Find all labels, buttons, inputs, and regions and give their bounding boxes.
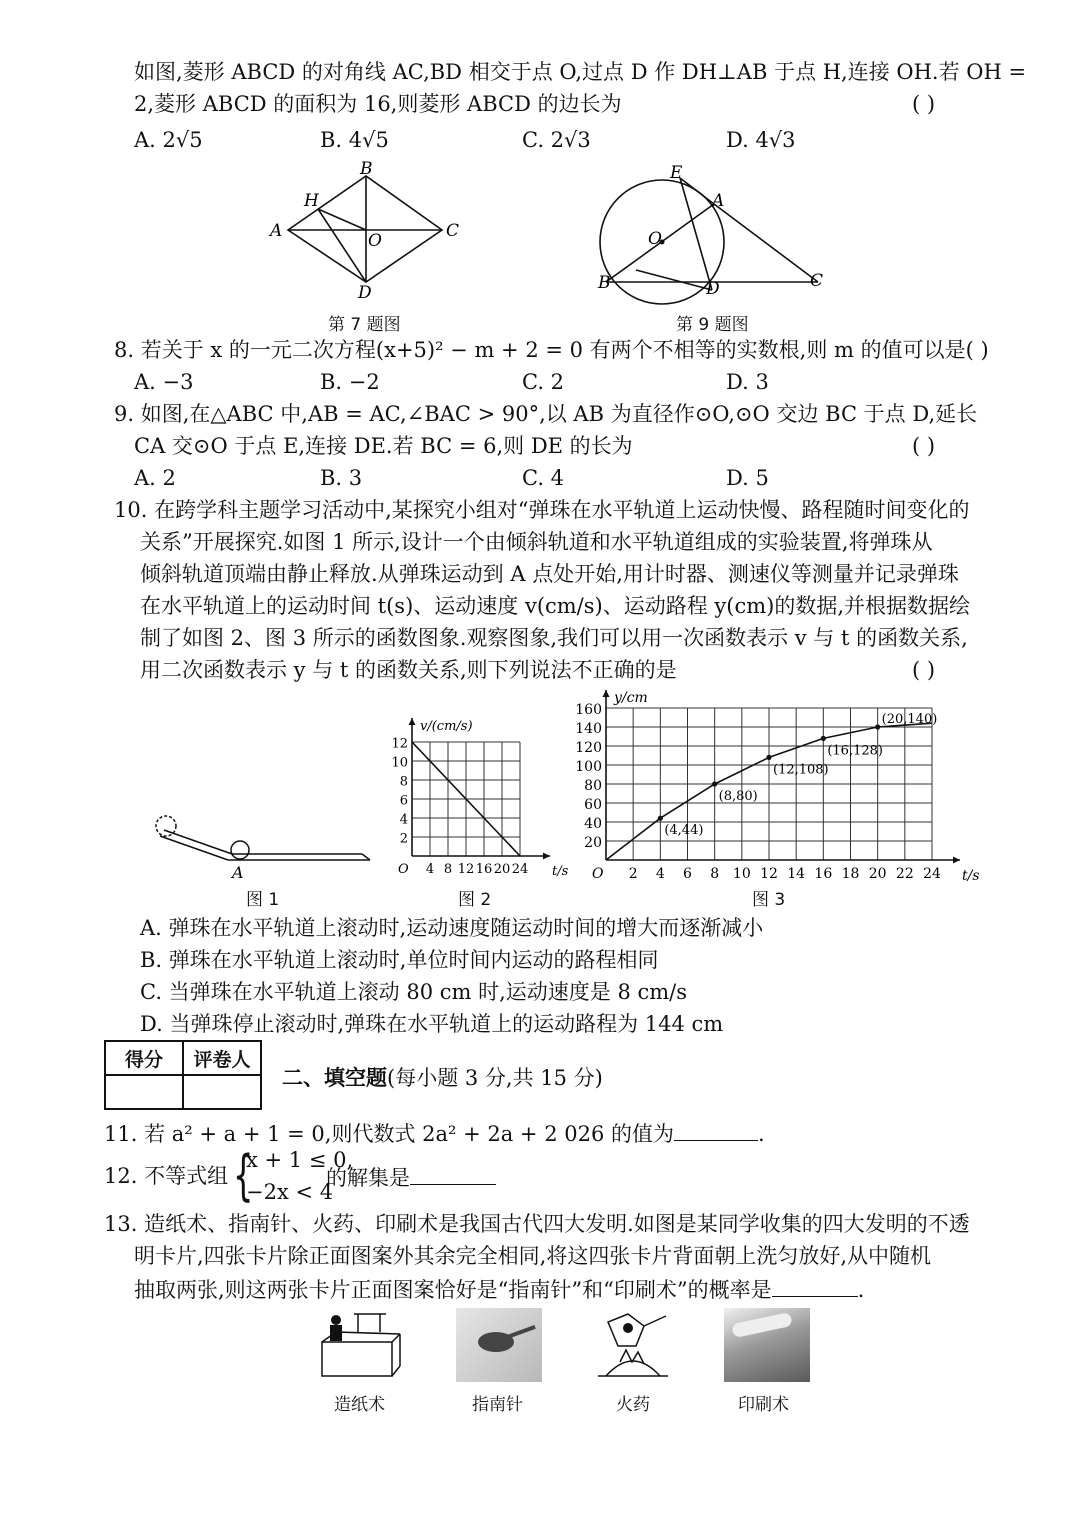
q9-label-d: D (706, 279, 720, 299)
q8-text: 8. 若关于 x 的一元二次方程(x+5)² − m + 2 = 0 有两个不相等的实数根,则 m 的值可以是( ) (114, 338, 989, 362)
data-point (821, 736, 826, 741)
q10-line1: 10. 在跨学科主题学习活动中,某探究小组对“弹珠在水平轨道上运动快慢、路程随时间变化的 (114, 498, 970, 522)
x-tick-label: 10 (732, 866, 751, 882)
x-tick-label: 16 (814, 866, 833, 882)
grader-header: 评卷人 (183, 1041, 261, 1075)
q12-suffix: 的解集是 (326, 1166, 410, 1190)
q9-line1: 9. 如图,在△ABC 中,AB = AC,∠BAC > 90°,以 AB 为直径作⊙O,⊙O 交边 BC 于点 D,延长 (114, 402, 978, 426)
q12-inequality-2: −2x < 4 (246, 1180, 334, 1204)
q7-option-a: A. 2√5 (134, 128, 203, 152)
q7-label-o: O (368, 231, 382, 251)
q13-answer-blank[interactable] (772, 1274, 858, 1297)
x-tick-label: 24 (511, 862, 529, 877)
x-tick-label: 24 (923, 866, 941, 882)
q7-option-b: B. 4√5 (320, 128, 389, 152)
card-compass-image (456, 1308, 542, 1382)
q10-bracket: ( ) (912, 658, 936, 682)
data-annotation: (16,128) (827, 743, 883, 759)
q7-label-c: C (446, 221, 460, 241)
score-header: 得分 (105, 1041, 183, 1075)
x-tick-label: 14 (787, 866, 806, 882)
q7-figure-caption: 第 7 题图 (328, 315, 401, 335)
y-tick-label: 8 (399, 774, 408, 790)
q10-fig1-label-a: A (232, 863, 244, 882)
q10-fig2-caption: 图 2 (458, 890, 492, 910)
q7-rhombus-figure (266, 158, 466, 303)
x-axis-arrow (953, 857, 960, 864)
y-tick-label: 100 (575, 759, 602, 775)
y-axis-arrow (409, 718, 416, 725)
data-point (712, 781, 717, 786)
y-tick-label: 20 (584, 835, 602, 851)
y-tick-label: 40 (584, 816, 602, 832)
press-roller-icon (731, 1312, 793, 1338)
data-annotation: (20,140) (881, 712, 938, 727)
card-gunpowder-image (588, 1306, 678, 1382)
q9-label-o: O (648, 229, 662, 249)
data-annotation: (4,44) (664, 823, 704, 839)
x-tick-label: 8 (710, 866, 720, 882)
q7-label-a: A (270, 221, 283, 241)
q7-option-d: D. 4√3 (726, 128, 796, 152)
x-axis-arrow (543, 853, 550, 860)
y-tick-label: 6 (399, 793, 408, 809)
x-tick-label: 8 (443, 862, 453, 877)
x-tick-label: 12 (457, 862, 475, 877)
card-label-gunpowder: 火药 (616, 1395, 650, 1415)
section2-title: 二、填空题 (282, 1066, 387, 1090)
y-tick-label: 2 (399, 831, 408, 847)
q13-line1: 13. 造纸术、指南针、火药、印刷术是我国古代四大发明.如图是某同学收集的四大发明的不透 (104, 1212, 970, 1236)
q10-fig2-velocity-chart (376, 704, 572, 884)
x-tick-label: 22 (895, 866, 914, 882)
q13-end: . (857, 1278, 865, 1302)
q12-line (326, 1162, 496, 1192)
card-label-papermaking: 造纸术 (334, 1395, 385, 1415)
q10-fig1-track (148, 806, 374, 880)
q9-option-d: D. 5 (726, 466, 769, 490)
data-point (658, 816, 663, 821)
x-tick-label: 6 (683, 866, 692, 882)
data-annotation: (8,80) (718, 789, 758, 804)
y-axis-label: v/(cm/s) (420, 719, 473, 734)
q9-circle-figure (596, 160, 832, 306)
q7-label-b: B (360, 159, 373, 179)
q7-label-h: H (304, 191, 319, 211)
score-cell[interactable] (105, 1075, 183, 1109)
x-tick-label: 20 (493, 862, 511, 877)
q10-line6: 用二次函数表示 y 与 t 的函数关系,则下列说法不正确的是 (140, 658, 677, 682)
x-tick-label: 4 (425, 862, 435, 877)
q8-option-b: B. −2 (320, 370, 380, 394)
q9-label-b: B (598, 273, 611, 293)
x-tick-label: 2 (628, 866, 638, 882)
y-tick-label: 60 (584, 797, 602, 813)
score-table (104, 1040, 262, 1110)
card-label-printing: 印刷术 (738, 1395, 789, 1415)
q9-line2: CA 交⊙O 于点 E,连接 DE.若 BC = 6,则 DE 的长为 (134, 434, 633, 458)
q9-figure-caption: 第 9 题图 (676, 315, 749, 335)
q10-line4: 在水平轨道上的运动时间 t(s)、运动速度 v(cm/s)、运动路程 y(cm)的数据,并根据数据绘 (140, 594, 970, 618)
q7-line1: 如图,菱形 ABCD 的对角线 AC,BD 相交于点 O,过点 D 作 DH⊥AB 于点 H,连接 OH.若 OH = (134, 60, 1027, 84)
q8-option-d: D. 3 (726, 370, 769, 394)
q7-label-d: D (358, 283, 372, 303)
q12-answer-blank[interactable] (410, 1162, 496, 1185)
card-papermaking-image (314, 1308, 404, 1382)
section2-note: (每小题 3 分,共 15 分) (387, 1066, 603, 1090)
q9-option-b: B. 3 (320, 466, 363, 490)
q8-option-c: C. 2 (522, 370, 565, 394)
grader-cell[interactable] (183, 1075, 261, 1109)
x-tick-label: 20 (868, 866, 887, 882)
y-tick-label: 4 (399, 812, 408, 828)
q10-line5: 制了如图 2、图 3 所示的函数图象.观察图象,我们可以用一次函数表示 v 与 t 的函数关系, (140, 626, 968, 650)
q11-answer-blank[interactable] (674, 1118, 758, 1141)
x-tick-label: 18 (841, 866, 860, 882)
q7-line2: 2,菱形 ABCD 的面积为 16,则菱形 ABCD 的边长为 (134, 92, 622, 116)
y-axis-label: y/cm (614, 690, 648, 706)
q10-fig3-distance-chart (570, 684, 980, 884)
q8-option-a: A. −3 (134, 370, 194, 394)
data-point (875, 724, 880, 729)
q11-text: 11. 若 a² + a + 1 = 0,则代数式 2a² + 2a + 2 026 的值为 (104, 1122, 674, 1146)
section2-heading (282, 1062, 603, 1092)
y-tick-label: 12 (391, 736, 408, 752)
q10-option-d: D. 当弹珠停止滚动时,弹珠在水平轨道上的运动路程为 144 cm (140, 1012, 724, 1036)
q9-option-c: C. 4 (522, 466, 565, 490)
y-tick-label: 160 (575, 702, 602, 718)
y-tick-label: 140 (575, 721, 602, 737)
q9-label-e: E (670, 163, 683, 183)
data-annotation: (12,108) (773, 762, 829, 778)
y-tick-label: 10 (391, 755, 408, 771)
x-axis-label: t/s (962, 868, 980, 884)
y-tick-label: 120 (575, 740, 602, 756)
q13-line2: 明卡片,四张卡片除正面图案外其余完全相同,将这四张卡片背面朝上洗匀放好,从中随机 (134, 1244, 932, 1268)
card-printing-image (724, 1308, 810, 1382)
q10-option-b: B. 弹珠在水平轨道上滚动时,单位时间内运动的路程相同 (140, 948, 659, 972)
q12-brace: { (232, 1144, 254, 1207)
q10-line2: 关系”开展探究.如图 1 所示,设计一个由倾斜轨道和水平轨道组成的实验装置,将弹珠从 (140, 530, 933, 554)
q7-bracket: ( ) (912, 92, 936, 116)
spoon-handle-icon (506, 1325, 536, 1339)
y-tick-label: 80 (584, 778, 602, 794)
q12-prefix: 12. 不等式组 (104, 1164, 229, 1188)
y-axis-arrow (603, 690, 610, 697)
q10-fig3-caption: 图 3 (752, 890, 786, 910)
x-tick-label: O (592, 866, 604, 882)
x-tick-label: 16 (475, 862, 493, 877)
q12-inequality-1: x + 1 ≤ 0, (246, 1148, 354, 1172)
q10-fig1-caption: 图 1 (246, 890, 280, 910)
x-tick-label: 12 (760, 866, 778, 882)
data-point (766, 755, 771, 760)
q10-option-c: C. 当弹珠在水平轨道上滚动 80 cm 时,运动速度是 8 cm/s (140, 980, 688, 1004)
q13-line3-text: 抽取两张,则这两张卡片正面图案恰好是“指南针”和“印刷术”的概率是 (134, 1278, 772, 1302)
q9-bracket: ( ) (912, 434, 936, 458)
q7-option-c: C. 2√3 (522, 128, 591, 152)
x-axis-label: t/s (552, 864, 569, 879)
q9-option-a: A. 2 (134, 466, 176, 490)
q13-line3 (134, 1274, 864, 1304)
card-label-compass: 指南针 (472, 1395, 523, 1415)
q9-label-a: A (712, 191, 725, 211)
q9-label-c: C (810, 271, 824, 291)
q11-line (104, 1118, 765, 1148)
q10-option-a: A. 弹珠在水平轨道上滚动时,运动速度随运动时间的增大而逐渐减小 (140, 916, 764, 940)
x-tick-label: 4 (655, 866, 665, 882)
q10-line3: 倾斜轨道顶端由静止释放.从弹珠运动到 A 点处开始,用计时器、测速仪等测量并记录弹珠 (140, 562, 959, 586)
q11-end: . (757, 1122, 765, 1146)
x-tick-label: O (398, 862, 409, 877)
